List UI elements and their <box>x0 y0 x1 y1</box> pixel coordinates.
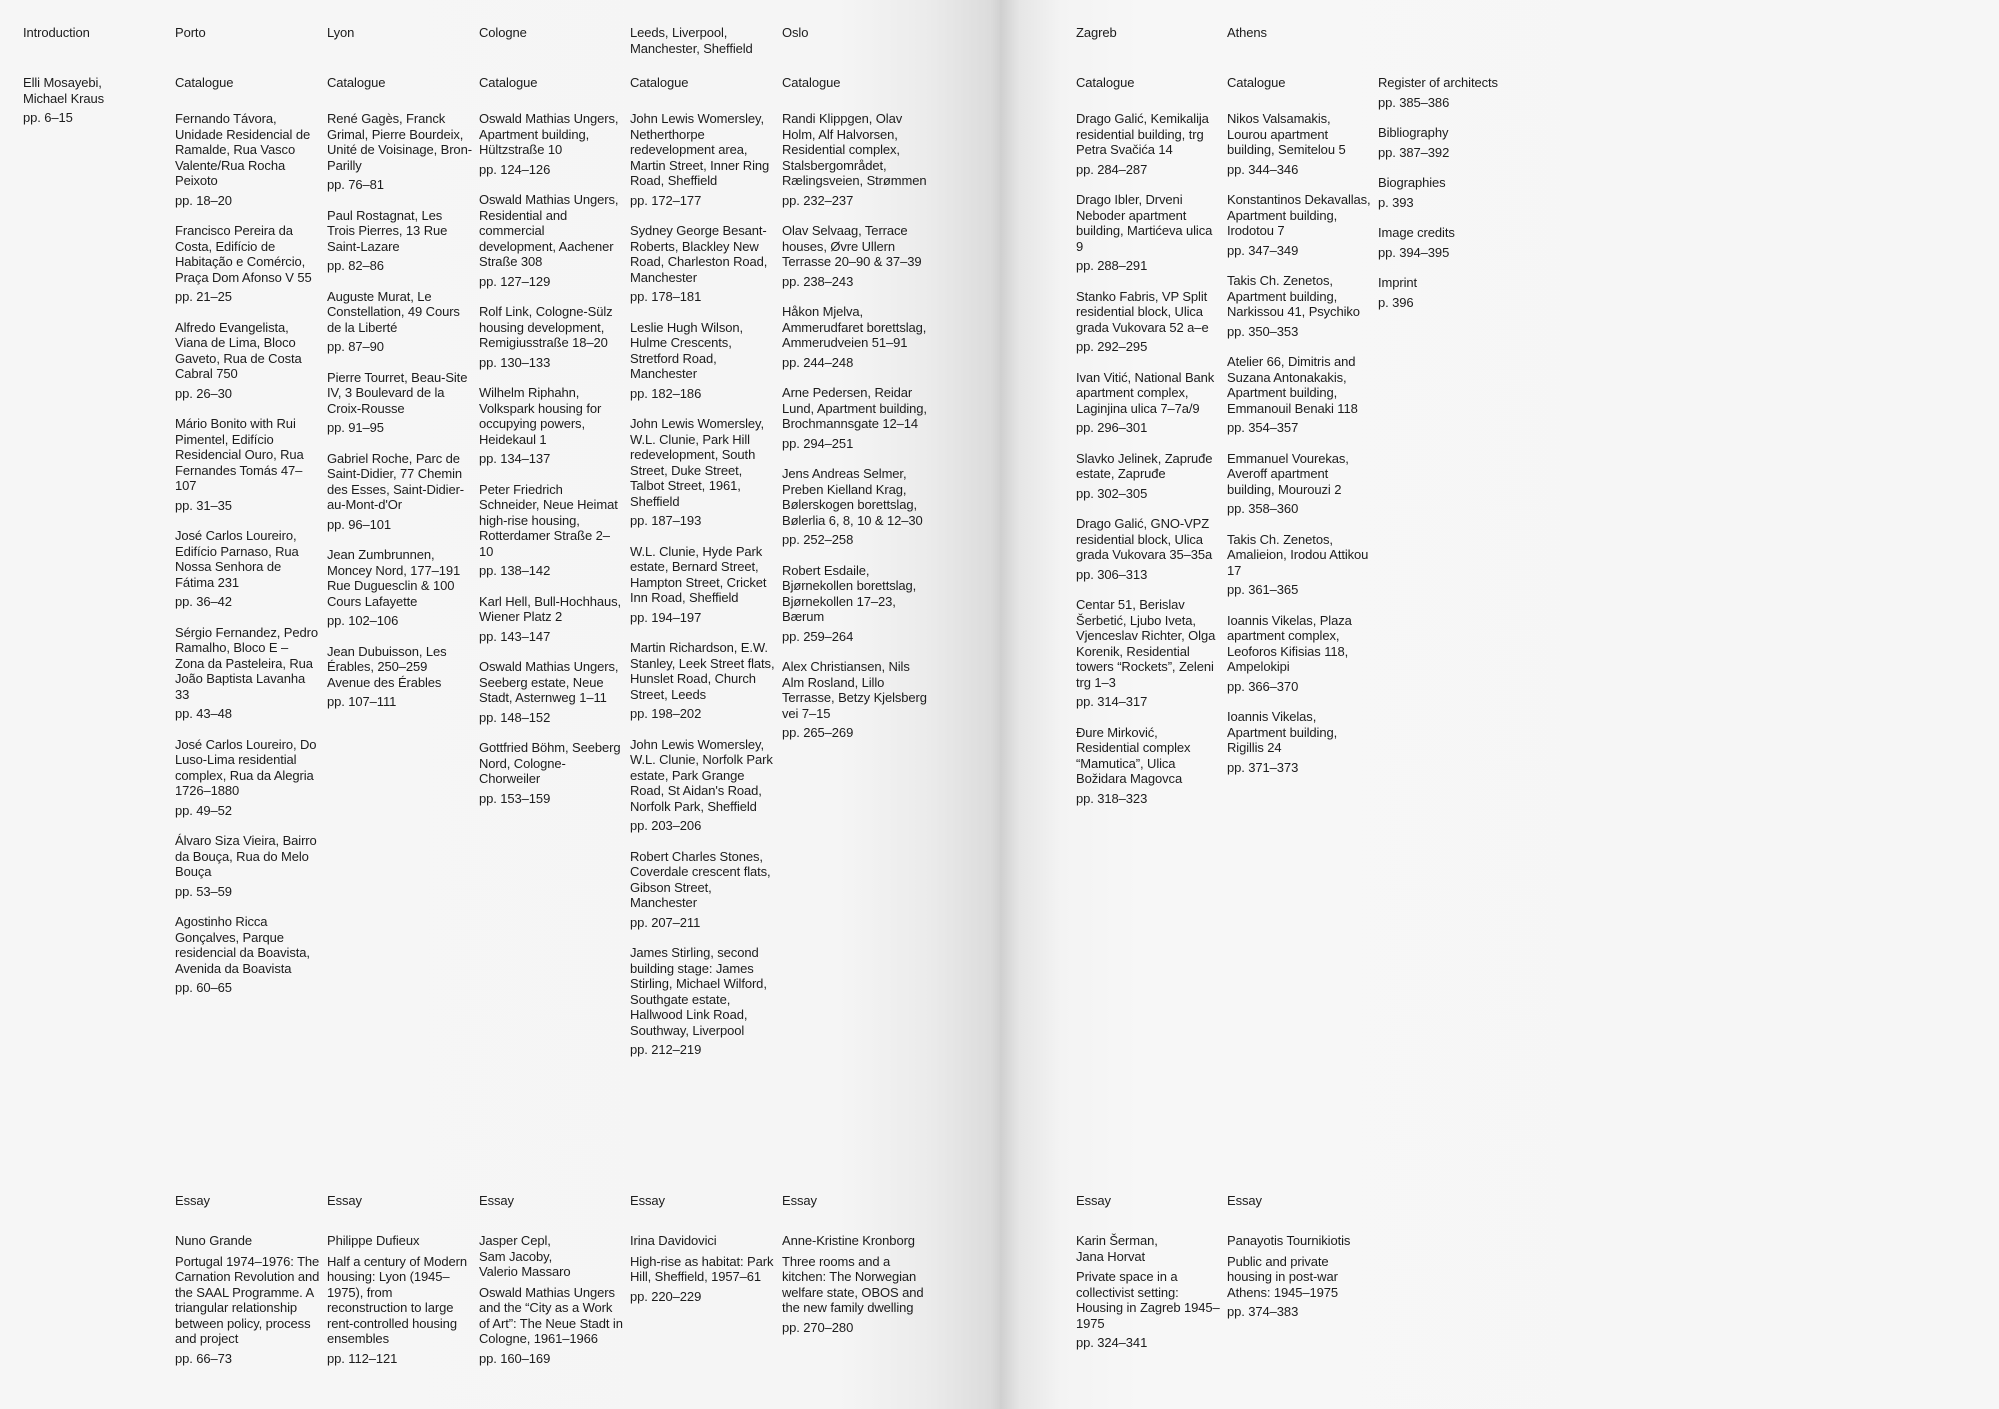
essay-pages: pp. 160–169 <box>479 1350 551 1366</box>
catalogue-entry <box>479 111 624 177</box>
catalogue-entry <box>1227 709 1372 775</box>
entry-pages: pp. 265–269 <box>782 725 854 740</box>
essay-author: Irina Davidovici <box>630 1233 717 1248</box>
catalogue-list <box>782 111 927 756</box>
entry-pages: pp. 53–59 <box>175 883 232 899</box>
entry-description: Nikos Valsamakis, Lourou apartment building, Semitelou 5 <box>1227 111 1346 157</box>
catalogue-entry <box>1227 613 1372 695</box>
essay-label: Essay <box>479 1193 514 1208</box>
entry-description: Takis Ch. Zenetos, Apartment building, Narkissou 41, Psychiko <box>1227 273 1360 319</box>
entry-description: Auguste Murat, Le Constellation, 49 Cours de la Liberté <box>327 288 460 335</box>
back-matter-item <box>1378 175 1498 210</box>
essay-pages: pp. 374–383 <box>1227 1304 1299 1319</box>
entry-description: Francisco Pereira da Costa, Edifício de Habitação e Comércio, Praça Dom Afonso V 55 <box>175 223 312 285</box>
entry-description: Oswald Mathias Ungers, Apartment building, Hültzstraße 10 <box>479 111 619 157</box>
entry-pages: pp. 194–197 <box>630 609 702 625</box>
entry-description: José Carlos Loureiro, Edifício Parnaso, Rua Nossa Senhora de Fátima 231 <box>175 528 299 590</box>
entry-description: Drago Ibler, Drveni Neboder apartment building, Martićeva ulica 9 <box>1076 192 1213 254</box>
catalogue-entry <box>175 111 320 208</box>
entry-pages: pp. 318–323 <box>1076 790 1148 806</box>
entry-pages: pp. 203–206 <box>630 818 702 833</box>
entry-pages: pp. 366–370 <box>1227 678 1299 694</box>
essay-label: Essay <box>1076 1193 1111 1208</box>
city-heading: Porto <box>175 25 206 40</box>
entry-description: Sérgio Fernandez, Pedro Ramalho, Bloco E – Zona da Pasteleira, Rua João Baptista Lavanha 33 <box>175 624 318 702</box>
entry-description: René Gagès, Franck Grimal, Pierre Bourdeix, Unité de Voisinage, Bron-Parilly <box>327 111 472 173</box>
catalogue-entry <box>327 111 472 193</box>
back-matter-item <box>1378 225 1498 260</box>
catalogue-entry <box>782 223 927 289</box>
catalogue-label: Catalogue <box>327 75 386 90</box>
entry-pages: pp. 43–48 <box>175 706 232 721</box>
catalogue-list <box>175 111 320 1011</box>
catalogue-entry <box>782 385 927 451</box>
catalogue-entry <box>630 737 775 834</box>
catalogue-entry <box>327 208 472 274</box>
entry-pages: pp. 102–106 <box>327 613 399 628</box>
entry-description: Jens Andreas Selmer, Preben Kielland Krag, Bølerskogen borettslag, Bølerlia 6, 8, 10 & 12–30 <box>782 466 923 528</box>
entry-pages: pp. 18–20 <box>175 192 232 208</box>
entry-description: Slavko Jelinek, Zapruđe estate, Zapruđe <box>1076 450 1213 481</box>
entry-pages: pp. 358–360 <box>1227 501 1299 516</box>
entry-description: Alex Christiansen, Nils Alm Rosland, Lillo Terrasse, Betzy Kjelsberg vei 7–15 <box>782 659 927 721</box>
back-matter-pages: p. 396 <box>1378 294 1414 310</box>
entry-description: Drago Galić, Kemikalija residential building, trg Petra Svačića 14 <box>1076 111 1209 157</box>
catalogue-entry <box>327 370 472 436</box>
catalogue-entry <box>479 304 624 370</box>
entry-description: Ivan Vitić, National Bank apartment complex, Laginjina ulica 7–7a/9 <box>1076 369 1215 416</box>
introduction-heading: Introduction <box>23 25 90 40</box>
catalogue-entry <box>327 547 472 629</box>
entry-description: Pierre Tourret, Beau-Site IV, 3 Boulevard de la Croix-Rousse <box>327 369 468 416</box>
introduction-pages: pp. 6–15 <box>23 110 73 125</box>
essay-entry <box>327 1233 472 1366</box>
entry-description: Oswald Mathias Ungers, Residential and commercial development, Aachener Straße 308 <box>479 192 619 269</box>
entry-pages: pp. 148–152 <box>479 709 551 725</box>
catalogue-list <box>479 111 624 821</box>
essay-pages: pp. 66–73 <box>175 1350 232 1366</box>
catalogue-entry <box>1227 111 1372 177</box>
essay-pages: pp. 220–229 <box>630 1288 702 1304</box>
entry-pages: pp. 96–101 <box>327 516 392 532</box>
essay-title: Oswald Mathias Ungers and the “City as a Work of Art”: The Neue Stadt in Cologne, 1961–1966 <box>479 1284 623 1346</box>
essay-entry <box>175 1233 320 1366</box>
entry-pages: pp. 344–346 <box>1227 161 1299 177</box>
essay-label: Essay <box>782 1193 817 1208</box>
essay-author: Nuno Grande <box>175 1233 252 1248</box>
entry-pages: pp. 143–147 <box>479 628 551 644</box>
entry-pages: pp. 296–301 <box>1076 420 1148 435</box>
essay-title: High-rise as habitat: Park Hill, Sheffield, 1957–61 <box>630 1253 774 1284</box>
essay-label: Essay <box>1227 1193 1262 1208</box>
back-matter-list <box>1378 75 1498 325</box>
entry-description: José Carlos Loureiro, Do Luso-Lima residential complex, Rua da Alegria 1726–1880 <box>175 736 317 798</box>
catalogue-label: Catalogue <box>1227 75 1286 90</box>
essay-label: Essay <box>327 1193 362 1208</box>
entry-description: Oswald Mathias Ungers, Seeberg estate, Neue Stadt, Asternweg 1–11 <box>479 659 619 705</box>
catalogue-entry <box>630 849 775 931</box>
catalogue-label: Catalogue <box>630 75 689 90</box>
entry-description: Alfredo Evangelista, Viana de Lima, Bloco Gaveto, Rua de Costa Cabral 750 <box>175 319 302 381</box>
catalogue-entry <box>630 223 775 305</box>
entry-description: Đure Mirković, Residential complex “Mamutica”, Ulica Božidara Magovca <box>1076 724 1191 786</box>
entry-description: Sydney George Besant-Roberts, Blackley New Road, Charleston Road, Manchester <box>630 223 768 285</box>
catalogue-list <box>1076 111 1221 821</box>
entry-pages: pp. 350–353 <box>1227 323 1299 339</box>
entry-description: Takis Ch. Zenetos, Amalieion, Irodou Attikou 17 <box>1227 531 1369 578</box>
entry-pages: pp. 212–219 <box>630 1042 702 1057</box>
catalogue-entry <box>1076 516 1221 582</box>
entry-description: Stanko Fabris, VP Split residential block, Ulica grada Vukovara 52 a–e <box>1076 288 1209 335</box>
entry-description: Jean Zumbrunnen, Moncey Nord, 177–191 Rue Duguesclin & 100 Cours Lafayette <box>327 547 461 609</box>
catalogue-list <box>630 111 775 1073</box>
city-heading: Oslo <box>782 25 809 40</box>
entry-pages: pp. 124–126 <box>479 161 551 177</box>
introduction-authors: Elli Mosayebi, Michael Kraus <box>23 75 105 106</box>
entry-description: Konstantinos Dekavallas, Apartment building, Irodotou 7 <box>1227 192 1371 238</box>
entry-pages: pp. 198–202 <box>630 706 702 721</box>
catalogue-entry <box>479 659 624 725</box>
entry-description: Jean Dubuisson, Les Érables, 250–259 Avenue des Érables <box>327 643 447 690</box>
entry-description: Arne Pedersen, Reidar Lund, Apartment building, Brochmannsgate 12–14 <box>782 385 927 431</box>
entry-pages: pp. 178–181 <box>630 289 702 304</box>
catalogue-entry <box>175 625 320 722</box>
entry-pages: pp. 130–133 <box>479 354 551 370</box>
catalogue-label: Catalogue <box>782 75 841 90</box>
catalogue-entry <box>630 945 775 1058</box>
essay-pages: pp. 112–121 <box>327 1350 398 1366</box>
entry-description: Centar 51, Berislav Šerbetić, Ljubo Iveta, Vjenceslav Richter, Olga Korenik, Residential towers “Rockets”, Zeleni trg 1–3 <box>1076 597 1216 690</box>
entry-description: Peter Friedrich Schneider, Neue Heimat high-rise housing, Rotterdamer Straße 2–10 <box>479 481 618 559</box>
catalogue-entry <box>630 544 775 626</box>
catalogue-entry <box>1076 725 1221 807</box>
catalogue-entry <box>782 304 927 370</box>
catalogue-entry <box>782 563 927 645</box>
entry-pages: pp. 306–313 <box>1076 566 1148 582</box>
essay-label: Essay <box>630 1193 665 1208</box>
entry-description: Fernando Távora, Unidade Residencial de Ramalde, Rua Vasco Valente/Rua Rocha Peixoto <box>175 111 311 188</box>
entry-pages: pp. 36–42 <box>175 594 232 609</box>
catalogue-entry <box>1076 597 1221 710</box>
back-matter-label: Register of architects <box>1378 75 1498 90</box>
catalogue-entry <box>630 320 775 402</box>
back-matter-item <box>1378 75 1498 110</box>
essay-entry <box>1227 1233 1372 1320</box>
entry-description: John Lewis Womersley, Netherthorpe redevelopment area, Martin Street, Inner Ring Road, Sheffield <box>630 111 770 188</box>
catalogue-entry <box>1076 370 1221 436</box>
entry-pages: pp. 26–30 <box>175 385 232 401</box>
catalogue-entry <box>1076 111 1221 177</box>
catalogue-entry <box>1227 532 1372 598</box>
entry-description: Atelier 66, Dimitris and Suzana Antonakakis, Apartment building, Emmanouil Benaki 118 <box>1227 354 1358 416</box>
catalogue-entry <box>1227 192 1372 258</box>
entry-description: Ioannis Vikelas, Apartment building, Rigillis 24 <box>1227 709 1338 755</box>
entry-pages: pp. 21–25 <box>175 289 232 304</box>
entry-description: Martin Richardson, E.W. Stanley, Leek Street flats, Hunslet Road, Church Street, Leeds <box>630 640 775 702</box>
catalogue-entry <box>479 740 624 806</box>
catalogue-entry <box>479 594 624 645</box>
catalogue-label: Catalogue <box>1076 75 1135 90</box>
entry-pages: pp. 314–317 <box>1076 694 1148 709</box>
entry-pages: pp. 182–186 <box>630 385 702 401</box>
catalogue-list <box>1227 111 1372 790</box>
catalogue-entry <box>327 644 472 710</box>
catalogue-label: Catalogue <box>479 75 538 90</box>
back-matter-pages: pp. 387–392 <box>1378 144 1450 160</box>
entry-pages: pp. 60–65 <box>175 980 232 995</box>
entry-description: Drago Galić, GNO-VPZ residential block, Ulica grada Vukovara 35–35a <box>1076 516 1213 562</box>
entry-description: Emmanuel Vourekas, Averoff apartment building, Mourouzi 2 <box>1227 450 1349 497</box>
back-matter-pages: pp. 394–395 <box>1378 244 1450 260</box>
entry-description: Robert Esdaile, Bjørnekollen borettslag, Bjørnekollen 17–23, Bærum <box>782 562 917 624</box>
city-heading: Cologne <box>479 25 527 40</box>
catalogue-entry <box>327 289 472 355</box>
catalogue-entry <box>175 914 320 996</box>
entry-pages: pp. 107–111 <box>327 694 397 709</box>
entry-pages: pp. 138–142 <box>479 563 551 578</box>
essay-entry <box>630 1233 775 1304</box>
back-matter-label: Bibliography <box>1378 125 1449 140</box>
back-matter-pages: pp. 385–386 <box>1378 94 1450 110</box>
entry-description: Leslie Hugh Wilson, Hulme Crescents, Stretford Road, Manchester <box>630 319 743 381</box>
entry-pages: pp. 361–365 <box>1227 582 1299 597</box>
entry-description: Robert Charles Stones, Coverdale crescent flats, Gibson Street, Manchester <box>630 848 771 910</box>
entry-description: Rolf Link, Cologne-Sülz housing development, Remigiusstraße 18–20 <box>479 304 613 350</box>
introduction-entry <box>23 75 104 126</box>
essay-pages: pp. 270–280 <box>782 1319 854 1335</box>
catalogue-entry <box>782 659 927 741</box>
essay-author: Panayotis Tournikiotis <box>1227 1233 1351 1248</box>
back-matter-label: Imprint <box>1378 275 1418 290</box>
catalogue-entry <box>175 416 320 513</box>
entry-description: Randi Klippgen, Olav Holm, Alf Halvorsen, Residential complex, Stalsbergområdet, Rælingsveien, Strømmen <box>782 111 927 188</box>
entry-pages: pp. 49–52 <box>175 802 232 818</box>
catalogue-entry <box>175 737 320 819</box>
city-heading: Zagreb <box>1076 25 1117 40</box>
catalogue-entry <box>479 482 624 579</box>
entry-pages: pp. 127–129 <box>479 273 551 289</box>
essay-title: Public and private housing in post-war Athens: 1945–1975 <box>1227 1253 1339 1300</box>
entry-pages: pp. 288–291 <box>1076 258 1148 273</box>
essay-title: Private space in a collectivist setting: Housing in Zagreb 1945–1975 <box>1076 1269 1220 1331</box>
entry-pages: pp. 371–373 <box>1227 759 1299 775</box>
entry-pages: pp. 284–287 <box>1076 161 1148 177</box>
entry-pages: pp. 354–357 <box>1227 420 1299 435</box>
entry-pages: pp. 292–295 <box>1076 339 1148 354</box>
entry-description: Karl Hell, Bull-Hochhaus, Wiener Platz 2 <box>479 593 622 624</box>
entry-description: James Stirling, second building stage: James Stirling, Michael Wilford, Southgate estate, Hallwood Link Road, Southway, Liverpool <box>630 945 767 1038</box>
entry-pages: pp. 172–177 <box>630 192 702 208</box>
essay-entry <box>1076 1233 1221 1351</box>
catalogue-label: Catalogue <box>175 75 234 90</box>
back-matter-label: Biographies <box>1378 175 1446 190</box>
entry-pages: pp. 82–86 <box>327 258 384 273</box>
catalogue-entry <box>479 385 624 467</box>
entry-description: W.L. Clunie, Hyde Park estate, Bernard Street, Hampton Street, Cricket Inn Road, Sheffield <box>630 543 767 605</box>
essay-title: Portugal 1974–1976: The Carnation Revolution and the SAAL Programme. A triangular relationship between policy, process and project <box>175 1253 320 1346</box>
entry-description: Wilhelm Riphahn, Volkspark housing for occupying powers, Heidekaul 1 <box>479 385 602 447</box>
entry-description: Gabriel Roche, Parc de Saint-Didier, 77 Chemin des Esses, Saint-Didier-au-Mont-d'Or <box>327 450 465 512</box>
catalogue-entry <box>175 320 320 402</box>
entry-description: Ioannis Vikelas, Plaza apartment complex, Leoforos Kifisias 118, Ampelokipi <box>1227 612 1352 674</box>
city-heading: Leeds, Liverpool, Manchester, Sheffield <box>630 25 753 56</box>
catalogue-entry <box>175 223 320 305</box>
catalogue-entry <box>479 192 624 289</box>
city-heading: Lyon <box>327 25 355 40</box>
entry-pages: pp. 252–258 <box>782 532 854 547</box>
catalogue-entry <box>630 416 775 529</box>
entry-pages: pp. 259–264 <box>782 628 854 644</box>
entry-pages: pp. 31–35 <box>175 497 232 513</box>
essay-label: Essay <box>175 1193 210 1208</box>
entry-pages: pp. 238–243 <box>782 273 854 289</box>
city-heading: Athens <box>1227 25 1267 40</box>
entry-pages: pp. 302–305 <box>1076 485 1148 501</box>
entry-description: Gottfried Böhm, Seeberg Nord, Cologne-Chorweiler <box>479 740 621 786</box>
entry-pages: pp. 187–193 <box>630 513 702 528</box>
entry-description: Mário Bonito with Rui Pimentel, Edifício Residencial Ouro, Rua Fernandes Tomás 47–107 <box>175 416 304 493</box>
essay-author: Jasper Cepl, Sam Jacoby, Valerio Massaro <box>479 1233 571 1279</box>
entry-pages: pp. 294–251 <box>782 435 854 451</box>
essay-author: Philippe Dufieux <box>327 1233 420 1248</box>
essay-entry <box>479 1233 624 1366</box>
entry-description: Olav Selvaag, Terrace houses, Øvre Ullern Terrasse 20–90 & 37–39 <box>782 223 922 269</box>
entry-pages: pp. 232–237 <box>782 192 854 208</box>
entry-pages: pp. 347–349 <box>1227 242 1299 258</box>
entry-pages: pp. 153–159 <box>479 790 551 806</box>
entry-description: Agostinho Ricca Gonçalves, Parque residencial da Boavista, Avenida da Boavista <box>175 914 310 976</box>
entry-description: Paul Rostagnat, Les Trois Pierres, 13 Rue Saint-Lazare <box>327 207 448 254</box>
catalogue-entry <box>327 451 472 533</box>
catalogue-entry <box>630 111 775 208</box>
entry-description: Álvaro Siza Vieira, Bairro da Bouça, Rua do Melo Bouça <box>175 833 317 879</box>
entry-pages: pp. 91–95 <box>327 420 384 435</box>
essay-pages: pp. 324–341 <box>1076 1335 1148 1350</box>
catalogue-entry <box>782 111 927 208</box>
catalogue-entry <box>1227 451 1372 517</box>
entry-pages: pp. 76–81 <box>327 177 384 192</box>
catalogue-entry <box>175 528 320 610</box>
entry-pages: pp. 134–137 <box>479 451 551 466</box>
catalogue-entry <box>1076 192 1221 274</box>
back-matter-pages: p. 393 <box>1378 194 1414 210</box>
entry-pages: pp. 87–90 <box>327 339 384 354</box>
catalogue-entry <box>1076 289 1221 355</box>
catalogue-entry <box>1076 451 1221 502</box>
entry-description: Håkon Mjelva, Ammerudfaret borettslag, Ammerudveien 51–91 <box>782 304 927 350</box>
essay-title: Half a century of Modern housing: Lyon (1945–1975), from reconstruction to large rent-controlled housing ensembles <box>327 1253 467 1346</box>
catalogue-list <box>327 111 472 725</box>
essay-author: Anne-Kristine Kronborg <box>782 1233 915 1248</box>
entry-description: John Lewis Womersley, W.L. Clunie, Norfolk Park estate, Park Grange Road, St Aidan's Road, Norfolk Park, Sheffield <box>630 736 773 814</box>
essay-entry <box>782 1233 927 1335</box>
catalogue-entry <box>175 833 320 899</box>
entry-pages: pp. 207–211 <box>630 914 701 930</box>
entry-description: John Lewis Womersley, W.L. Clunie, Park Hill redevelopment, South Street, Duke Street, Talbot Street, 1961, Sheffield <box>630 416 764 509</box>
catalogue-entry <box>630 640 775 722</box>
back-matter-label: Image credits <box>1378 225 1455 240</box>
essay-title: Three rooms and a kitchen: The Norwegian welfare state, OBOS and the new family dwelling <box>782 1253 924 1315</box>
back-matter-item <box>1378 275 1498 310</box>
catalogue-entry <box>782 466 927 548</box>
back-matter-item <box>1378 125 1498 160</box>
entry-pages: pp. 244–248 <box>782 354 854 370</box>
catalogue-entry <box>1227 273 1372 339</box>
essay-author: Karin Šerman, Jana Horvat <box>1076 1233 1158 1264</box>
catalogue-entry <box>1227 354 1372 436</box>
